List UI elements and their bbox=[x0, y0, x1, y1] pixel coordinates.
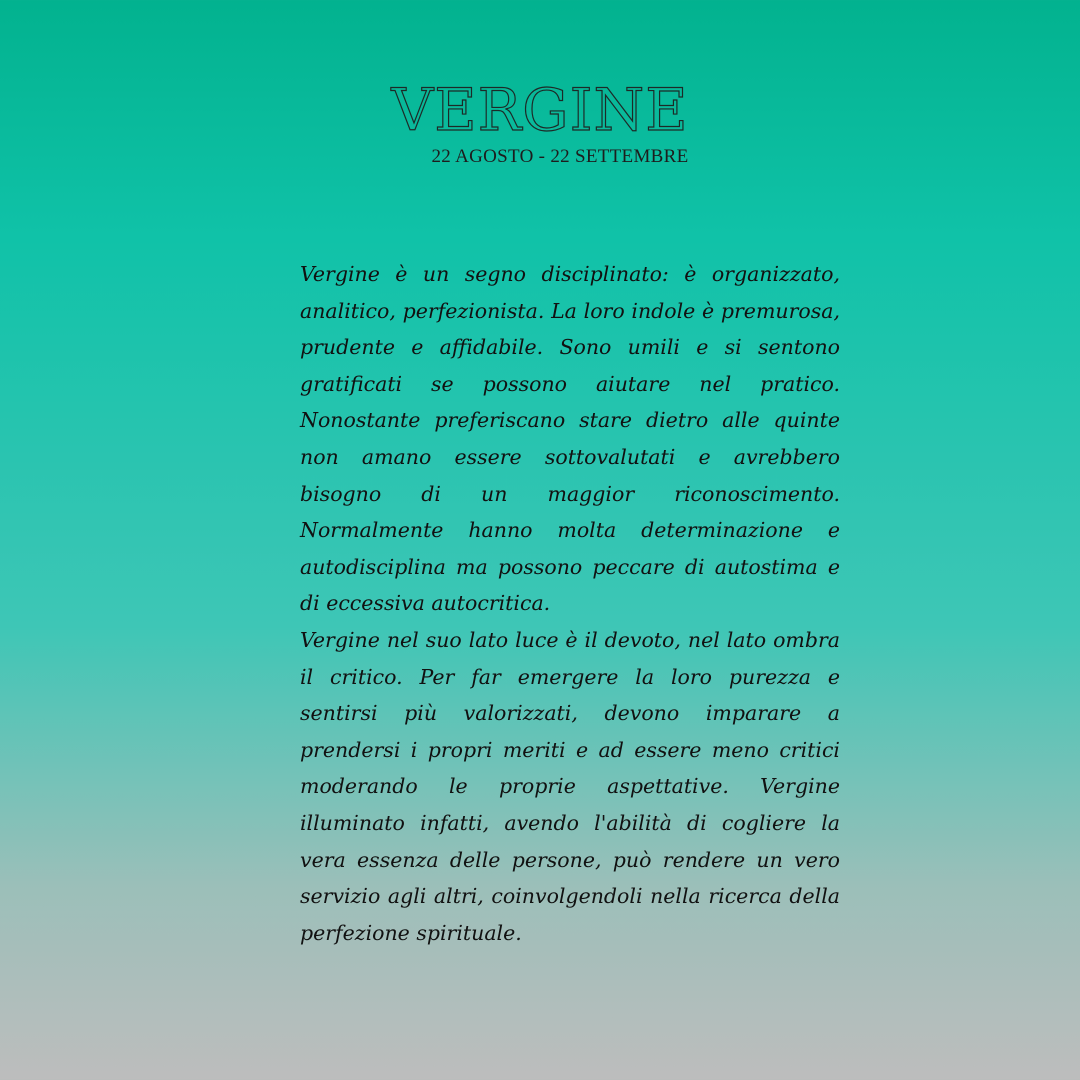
page-title: VERGINE bbox=[391, 76, 689, 144]
description-text bbox=[300, 256, 840, 951]
date-range: 22 AGOSTO - 22 SETTEMBRE bbox=[431, 146, 689, 167]
description-paragraph: Vergine è un segno disciplinato: è organizzato, analitico, perfezionista. La loro indole è premurosa, prudente e affidabile. Sono umili e si sentono gratificati se possono aiutare nel pratico. Nonostante preferiscano stare dietro alle quinte non amano essere sottovalutati e avrebbero bisogno di un maggior riconoscimento. Normalmente hanno molta determinazione e autodisciplina ma possono peccare di autostima e di eccessiva autocritica. bbox=[300, 262, 840, 616]
description-paragraph: Vergine nel suo lato luce è il devoto, nel lato ombra il critico. Per far emergere la loro purezza e sentirsi più valorizzati, devono imparare a prendersi i propri meriti e ad essere meno critici moderando le proprie aspettative. Vergine illuminato infatti, avendo l'abilità di cogliere la vera essenza delle persone, può rendere un vero servizio agli altri, coinvolgendoli nella ricerca della perfezione spirituale. bbox=[300, 627, 840, 945]
